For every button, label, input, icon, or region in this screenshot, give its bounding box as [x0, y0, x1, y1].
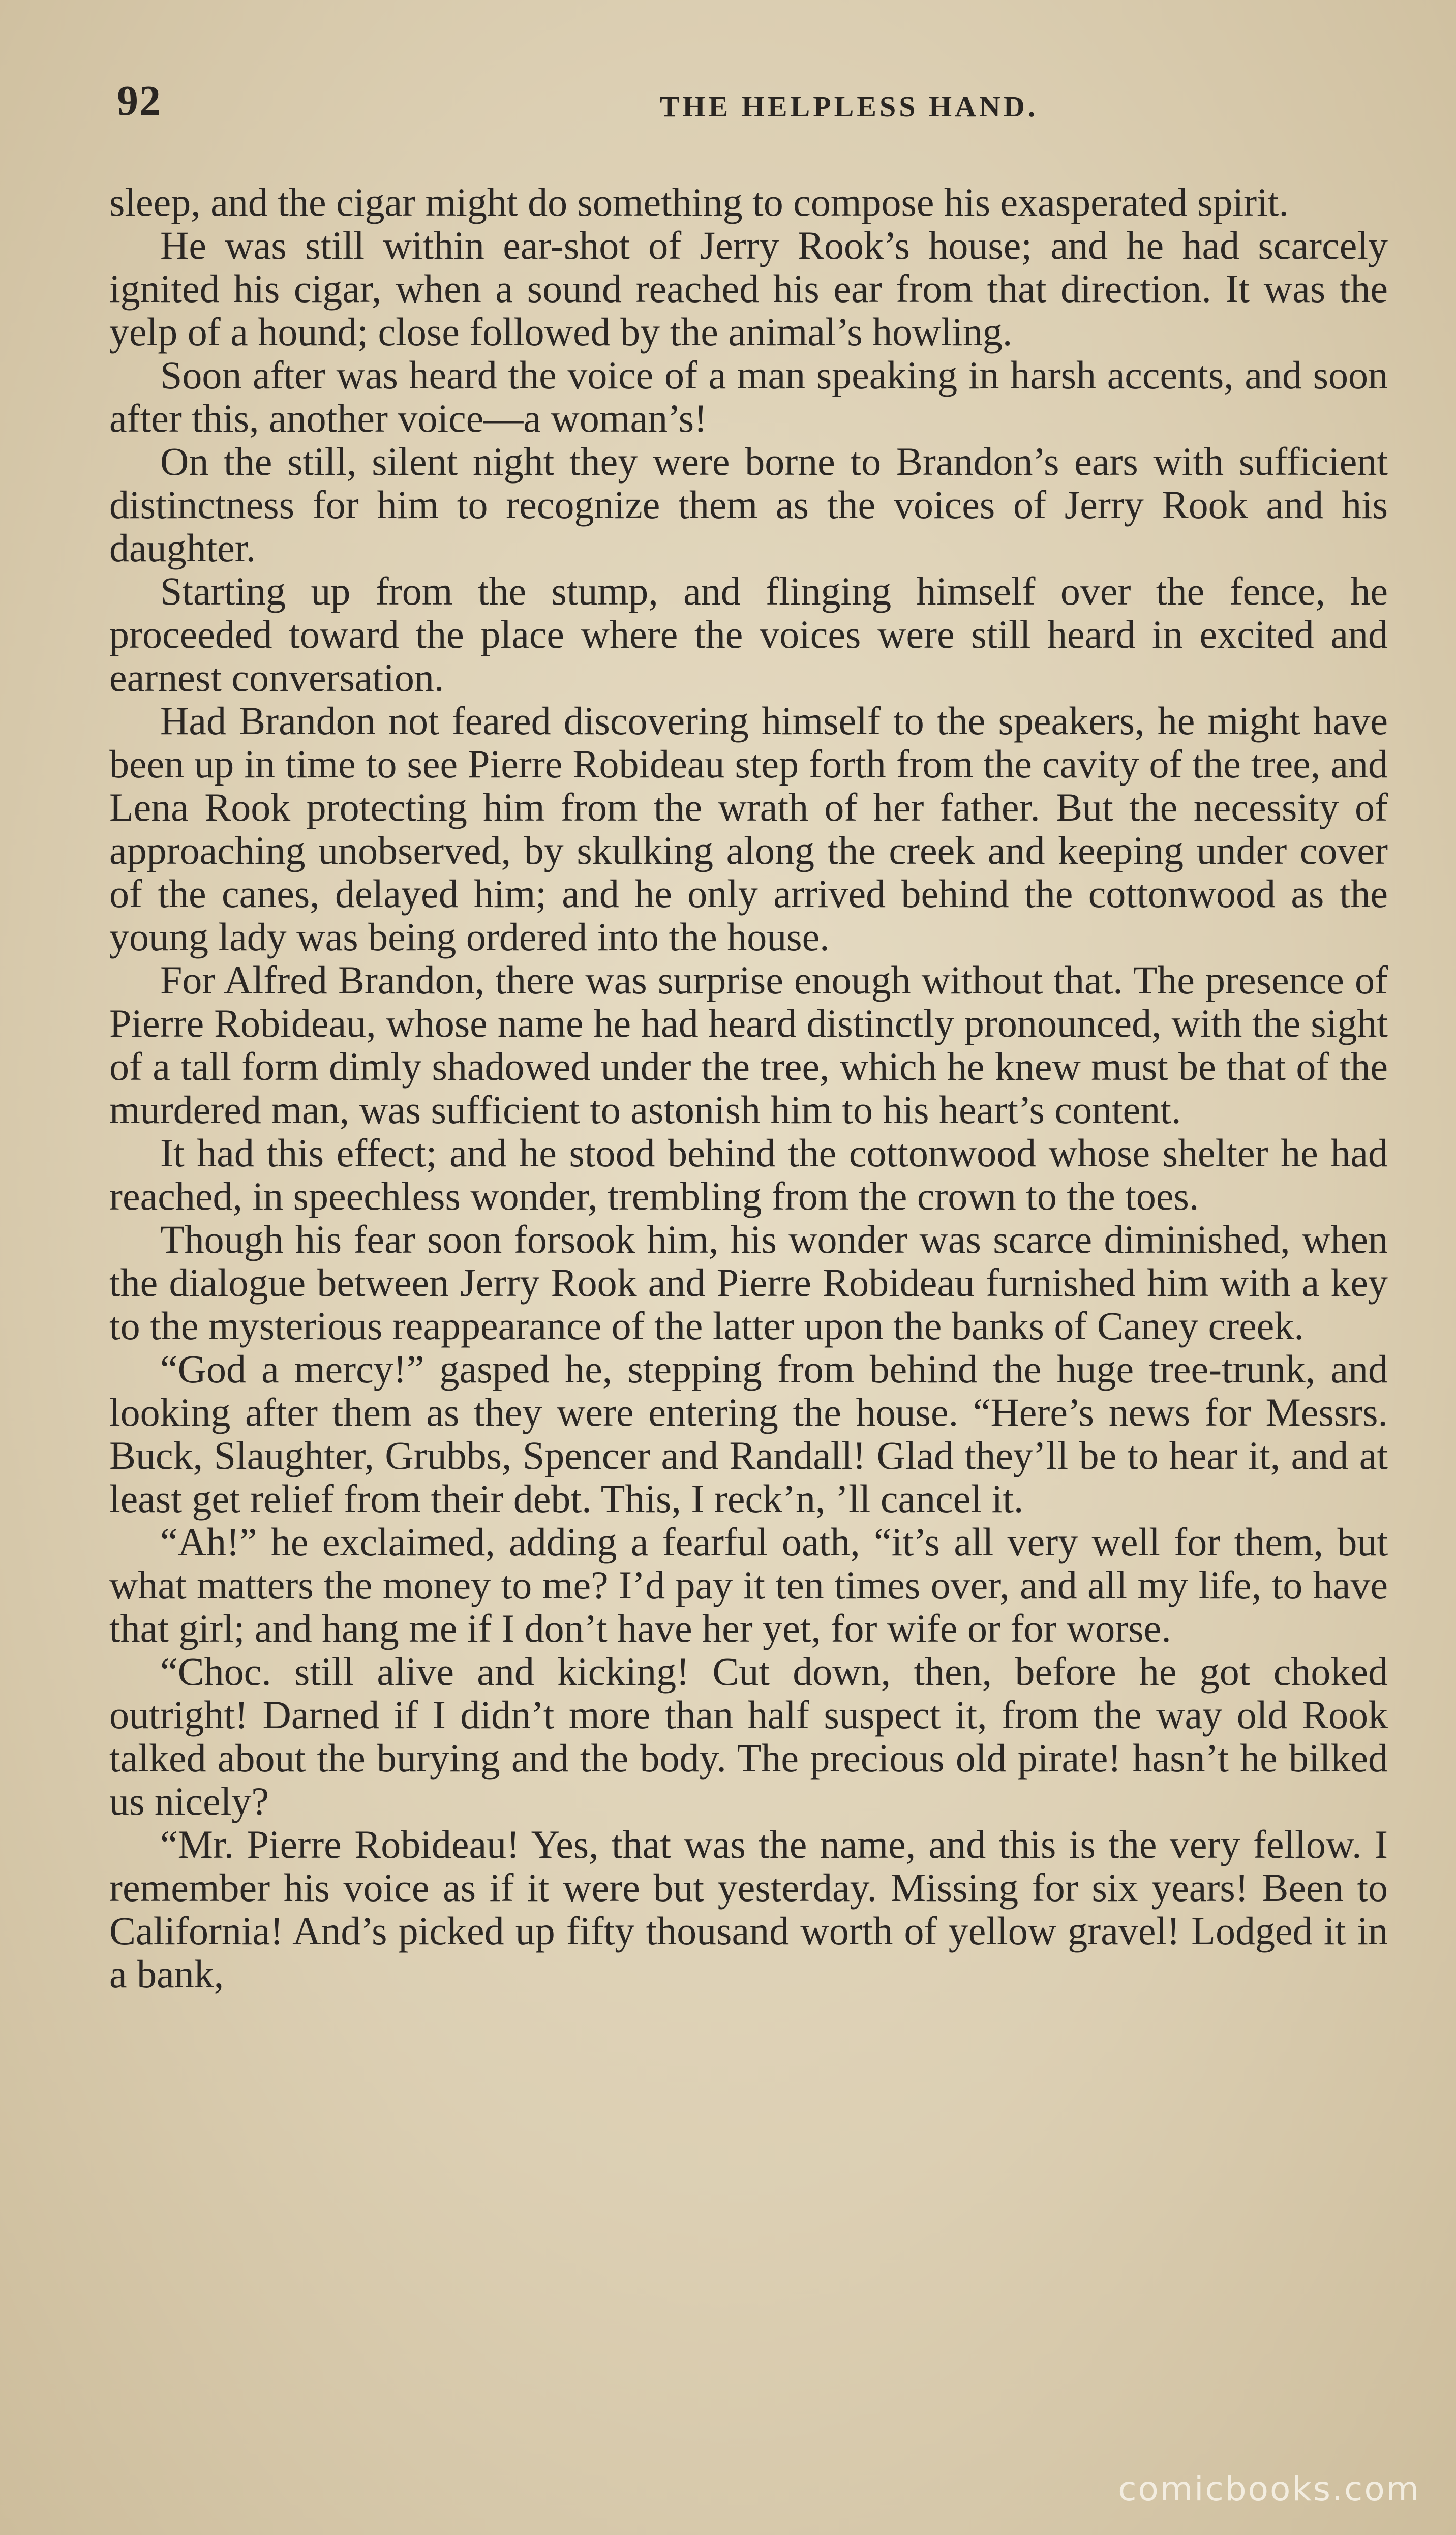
running-title: THE HELPLESS HAND. [659, 90, 1039, 123]
paragraph-5: Starting up from the stump, and flinging himself over the fence, he proceeded toward the place where the voices were still heard in excited and earnest conversation. [109, 569, 1388, 700]
paragraph-7: For Alfred Brandon, there was surprise enough without that. The presence of Pierre Robideau, whose name he had heard distinctly pronounced, with the sight of a tall form dimly shadowed under the tree, which he knew must be that of the murdered man, was sufficient to astonish him to his heart’s content. [109, 958, 1388, 1132]
page-header [117, 76, 1388, 132]
body-text [109, 180, 1388, 1996]
paragraph-10: “God a mercy!” gasped he, stepping from behind the huge tree-trunk, and looking after them as they were entering the house. “Here’s news for Messrs. Buck, Slaughter, Grubbs, Spencer and Randall! Glad they’ll be to hear it, and at least get relief from their debt. This, I reck’n, ’ll cancel it. [109, 1347, 1388, 1521]
paragraph-9: Though his fear soon forsook him, his wonder was scarce diminished, when the dialogue between Jerry Rook and Pierre Robideau furnished him with a key to the mysterious reappearance of the latter upon the banks of Caney creek. [109, 1217, 1388, 1348]
paragraph-11: “Ah!” he exclaimed, adding a fearful oath, “it’s all very well for them, but what matters the money to me? I’d pay it ten times over, and all my life, to have that girl; and hang me if I don’t have her yet, for wife or for worse. [109, 1520, 1388, 1650]
paragraph-1: sleep, and the cigar might do something to compose his exasperated spirit. [109, 180, 1289, 224]
page-number: 92 [117, 77, 162, 125]
paragraph-4: On the still, silent night they were borne to Brandon’s ears with sufficient distinctness for him to recognize them as the voices of Jerry Rook and his daughter. [109, 439, 1388, 570]
paragraph-6: Had Brandon not feared discovering himself to the speakers, he might have been up in time to see Pierre Robideau step forth from the cavity of the tree, and Lena Rook protecting him from the wrath of her father. But the necessity of approaching unobserved, by skulking along the creek and keeping under cover of the canes, delayed him; and he only arrived behind the cottonwood as the young lady was being ordered into the house. [109, 699, 1388, 959]
paragraph-13: “Mr. Pierre Robideau! Yes, that was the name, and this is the very fellow. I remember his voice as if it were but yesterday. Missing for six years! Been to California! And’s picked up fifty thousand worth of yellow gravel! Lodged it in a bank, [109, 1822, 1388, 1996]
site-watermark: comicbooks.com [1118, 2469, 1420, 2509]
paragraph-3: Soon after was heard the voice of a man speaking in harsh accents, and soon after this, another voice—a woman’s! [109, 353, 1388, 440]
paragraph-12: “Choc. still alive and kicking! Cut down, then, before he got choked outright! Darned if I didn’t more than half suspect it, from the way old Rook talked about the burying and the body. The precious old pirate! hasn’t he bilked us nicely? [109, 1649, 1388, 1823]
paragraph-8: It had this effect; and he stood behind the cottonwood whose shelter he had reached, in speechless wonder, trembling from the crown to the toes. [109, 1131, 1388, 1218]
paragraph-2: He was still within ear-shot of Jerry Rook’s house; and he had scarcely ignited his cigar, when a sound reached his ear from that direction. It was the yelp of a hound; close followed by the animal’s howling. [109, 223, 1388, 354]
